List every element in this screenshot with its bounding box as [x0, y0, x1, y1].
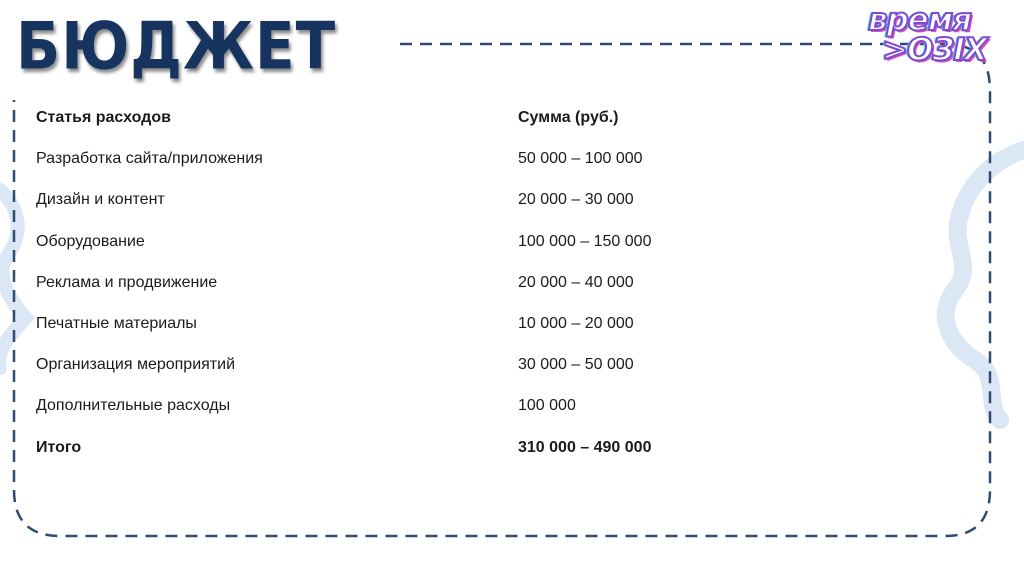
table-row: [36, 225, 736, 266]
expense-item: Реклама и продвижение: [36, 273, 218, 291]
page-title: БЮДЖЕТ: [16, 8, 337, 85]
expense-item: Разработка сайта/приложения: [36, 150, 263, 168]
table-row: [36, 389, 736, 430]
table-row: [36, 307, 736, 348]
expense-amount: 100 000: [518, 397, 576, 415]
logo-line-2: >OЗIX: [882, 32, 987, 68]
expense-amount: 20 000 – 30 000: [518, 191, 634, 209]
expense-amount: 20 000 – 40 000: [518, 273, 634, 291]
expense-item: Печатные материалы: [36, 314, 197, 332]
right-wave-decoration: [946, 150, 1024, 420]
brand-logo: [864, 0, 1014, 76]
table-row: [36, 348, 736, 389]
total-label: Итого: [36, 438, 82, 456]
expense-item: Оборудование: [36, 232, 145, 250]
logo-line-1: время: [868, 2, 972, 38]
expense-item: Дополнительные расходы: [36, 397, 231, 415]
table-header-row: [36, 101, 736, 142]
total-amount: 310 000 – 490 000: [518, 438, 652, 456]
expense-amount: 30 000 – 50 000: [518, 356, 634, 374]
table-row: [36, 266, 736, 307]
expense-item: Дизайн и контент: [36, 191, 165, 209]
expense-amount: 50 000 – 100 000: [518, 150, 643, 168]
expense-amount: 100 000 – 150 000: [518, 232, 652, 250]
table-row: [36, 183, 736, 224]
header-expense-item: Статья расходов: [36, 109, 171, 126]
table-row: [36, 142, 736, 183]
header-amount: Сумма (руб.): [518, 109, 619, 126]
budget-table: [36, 101, 736, 472]
expense-item: Организация мероприятий: [36, 356, 236, 374]
expense-amount: 10 000 – 20 000: [518, 314, 634, 332]
table-total-row: [36, 431, 736, 472]
